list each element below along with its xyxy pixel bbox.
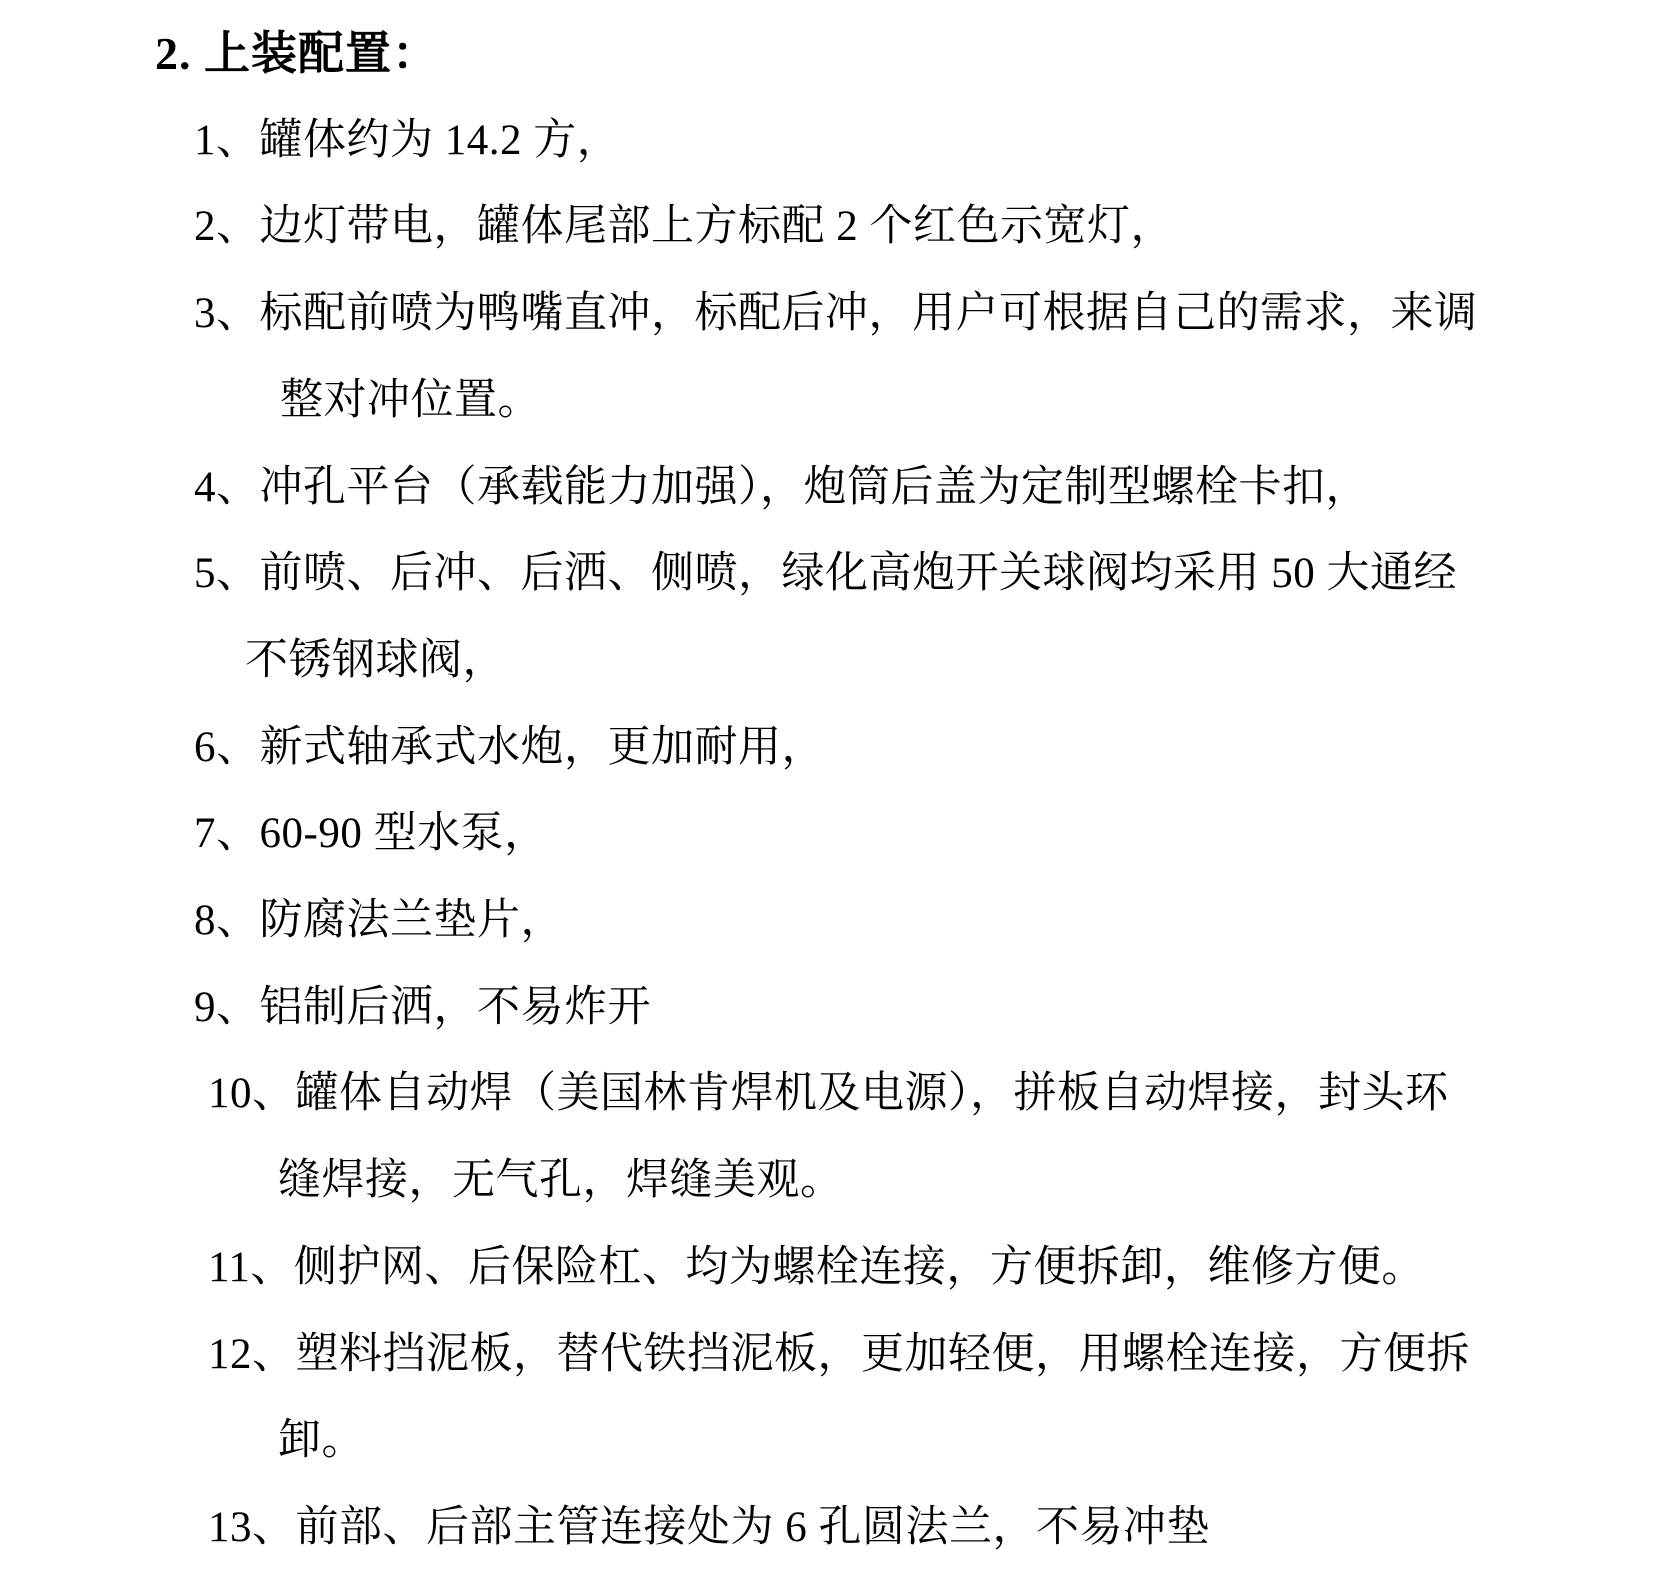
item-text: 边灯带电，罐体尾部上方标配 2 个红色示宽灯， bbox=[259, 203, 1174, 251]
item-text: 前喷、后冲、后洒、侧喷，绿化高炮开关球阀均采用 50 大通经 bbox=[259, 550, 1457, 598]
item-text: 新式轴承式水炮，更加耐用， bbox=[259, 723, 825, 771]
item-text: 整对冲位置。 bbox=[280, 376, 541, 424]
list-item-line bbox=[0, 1051, 1654, 1138]
item-text: 前部、后部主管连接处为 6 孔圆法兰，不易冲垫 bbox=[295, 1503, 1210, 1551]
item-number: 3、 bbox=[194, 290, 260, 338]
item-text: 不锈钢球阀， bbox=[245, 636, 506, 684]
list-item-line bbox=[0, 184, 1654, 271]
item-number: 11、 bbox=[208, 1243, 294, 1291]
item-number: 7、 bbox=[194, 810, 260, 858]
list-item-line bbox=[0, 1312, 1654, 1399]
item-text: 罐体自动焊（美国林肯焊机及电源），拼板自动焊接，封头环 bbox=[295, 1070, 1449, 1118]
item-number: 10、 bbox=[208, 1070, 296, 1118]
item-text: 缝焊接，无气孔，焊缝美观。 bbox=[278, 1157, 844, 1205]
item-text: 塑料挡泥板，替代铁挡泥板，更加轻便，用螺栓连接，方便拆 bbox=[295, 1330, 1470, 1378]
list-item-line bbox=[0, 705, 1654, 792]
section-heading: 2. 上装配置： bbox=[155, 28, 439, 79]
item-text: 冲孔平台（承载能力加强），炮筒后盖为定制型螺栓卡扣， bbox=[259, 463, 1369, 511]
list-item-wrap-line bbox=[0, 358, 1654, 445]
list-item-wrap-line bbox=[0, 1398, 1654, 1485]
list-item-wrap-line bbox=[0, 618, 1654, 705]
item-number: 6、 bbox=[194, 723, 260, 771]
item-number: 5、 bbox=[194, 550, 260, 598]
item-number: 1、 bbox=[194, 116, 260, 164]
list-item-line bbox=[0, 878, 1654, 965]
item-number: 12、 bbox=[208, 1330, 296, 1378]
list-item-line bbox=[0, 1485, 1654, 1572]
item-text: 防腐法兰垫片， bbox=[259, 897, 564, 945]
spec-list bbox=[0, 98, 1654, 1572]
item-text: 侧护网、后保险杠、均为螺栓连接，方便拆卸，维修方便。 bbox=[293, 1243, 1425, 1291]
item-text: 卸。 bbox=[278, 1417, 365, 1465]
list-item-wrap-line bbox=[0, 1138, 1654, 1225]
item-text: 60-90 型水泵， bbox=[259, 810, 548, 858]
item-number: 8、 bbox=[194, 897, 260, 945]
item-number: 9、 bbox=[194, 983, 260, 1031]
list-item-line bbox=[0, 271, 1654, 358]
list-item-line bbox=[0, 1225, 1654, 1312]
list-item-line bbox=[0, 98, 1654, 185]
item-text: 罐体约为 14.2 方， bbox=[259, 116, 621, 164]
list-item-line bbox=[0, 965, 1654, 1052]
list-item-line bbox=[0, 791, 1654, 878]
list-item-line bbox=[0, 531, 1654, 618]
item-text: 铝制后洒，不易炸开 bbox=[259, 983, 651, 1031]
item-number: 13、 bbox=[208, 1503, 296, 1551]
item-text: 标配前喷为鸭嘴直冲，标配后冲，用户可根据自己的需求，来调 bbox=[259, 290, 1478, 338]
item-number: 2、 bbox=[194, 203, 260, 251]
item-number: 4、 bbox=[194, 463, 260, 511]
list-item-line bbox=[0, 445, 1654, 532]
